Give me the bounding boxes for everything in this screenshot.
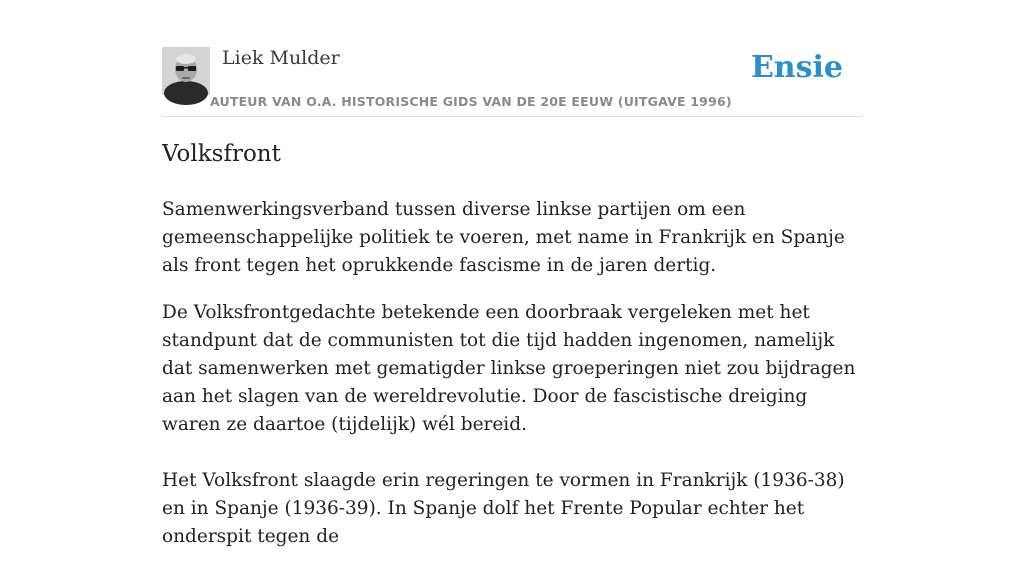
author-avatar[interactable]: [162, 47, 210, 95]
author-photo-icon: [162, 47, 210, 95]
ensie-logo[interactable]: Ensie: [750, 50, 843, 85]
article-body: [162, 138, 862, 570]
author-name[interactable]: Liek Mulder: [222, 47, 340, 69]
article-title: Volksfront: [162, 141, 281, 167]
article-paragraph: De Volksfrontgedachte betekende een doorbraak vergeleken met het standpunt dat de communisten tot die tijd hadden ingenomen, namelijk dat samenwerken met gematigder linkse groeperingen niet zou bijdragen aan het slagen van de wereldrevolutie. Door de fascistische dreiging waren ze daartoe (tijdelijk) wél bereid. Het Volksfront slaagde erin regeringen te vormen in Frankrijk (1936-38) en in Spanje (1936-39). In Spanje dolf het Frente Popular echter het onderspit tegen de: [162, 302, 856, 547]
article-paragraph: Samenwerkingsverband tussen diverse linkse partijen om een gemeenschappelijke politiek te voeren, met name in Frankrijk en Spanje als front tegen het oprukkende fascisme in de jaren dertig.: [162, 199, 845, 276]
article-header: [162, 44, 862, 117]
author-subtitle: AUTEUR VAN O.A. HISTORISCHE GIDS VAN DE 20E EEUW (UITGAVE 1996): [210, 94, 732, 109]
